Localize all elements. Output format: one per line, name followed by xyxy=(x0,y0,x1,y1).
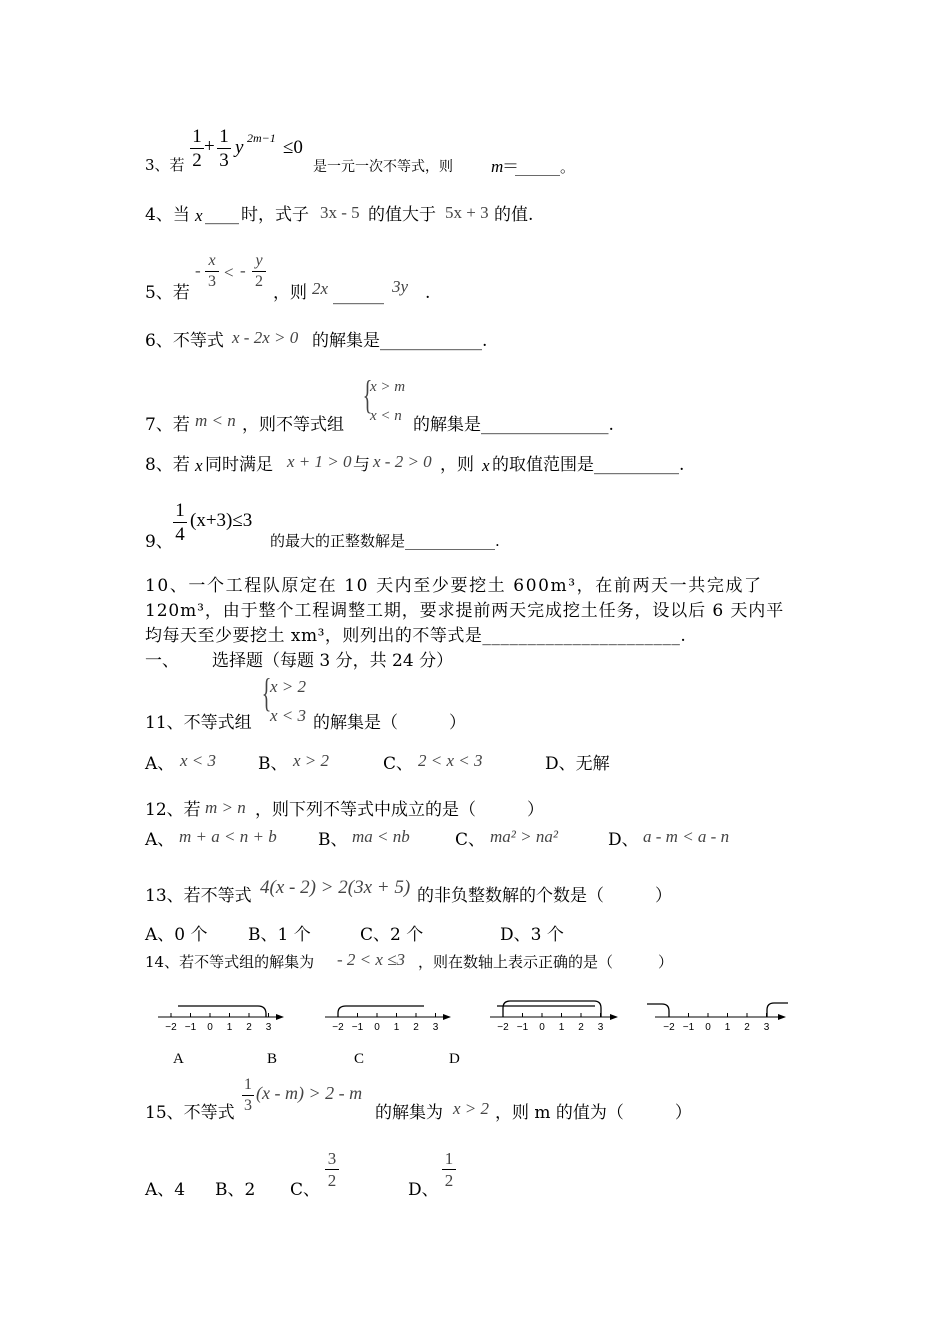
q4-blank: ____ xyxy=(205,205,239,225)
q5-frac-x: x 3 xyxy=(205,253,219,290)
q15-option-c-frac: 3 2 xyxy=(325,1150,339,1189)
tick-label: 2 xyxy=(413,1022,419,1033)
q3-frac2: 1 3 xyxy=(217,127,231,170)
q9-frac: 1 4 xyxy=(173,501,187,544)
option-label-a: A xyxy=(173,1051,184,1067)
tick-label: 0 xyxy=(539,1022,545,1033)
tick-label: 1 xyxy=(558,1022,565,1033)
tick-label: −1 xyxy=(516,1022,529,1033)
tick-label: 3 xyxy=(265,1022,272,1033)
tick-label: 2 xyxy=(744,1022,750,1033)
tick-label: 0 xyxy=(207,1022,213,1033)
number-line-c[interactable] xyxy=(490,1001,617,1033)
tick-label: 1 xyxy=(226,1022,233,1033)
tick-label: 3 xyxy=(432,1022,439,1033)
q15-frac: 1 3 xyxy=(244,1076,252,1114)
tick-label: 1 xyxy=(393,1022,400,1033)
tick-label: −2 xyxy=(663,1022,675,1033)
q5-blank: ______ xyxy=(333,285,384,305)
tick-label: −1 xyxy=(682,1022,695,1033)
q15-option-d-frac: 1 2 xyxy=(442,1150,456,1189)
tick-label: 2 xyxy=(578,1022,584,1033)
q3-frac1: 1 2 xyxy=(190,127,204,170)
option-label-d: D xyxy=(449,1051,460,1067)
number-line-b[interactable] xyxy=(325,1006,450,1033)
q3-blank: ______。 xyxy=(515,158,576,176)
q3-number: 3、若 xyxy=(145,156,185,174)
q7-brace: { xyxy=(362,372,373,417)
option-label-b: B xyxy=(267,1051,278,1067)
tick-label: 1 xyxy=(724,1022,731,1033)
tick-label: 2 xyxy=(246,1022,252,1033)
tick-label: 3 xyxy=(763,1022,770,1033)
tick-label: 0 xyxy=(705,1022,711,1033)
number-line-options xyxy=(0,995,950,1055)
tick-label: −2 xyxy=(332,1022,344,1033)
tick-label: 3 xyxy=(597,1022,604,1033)
q11-brace: { xyxy=(261,670,272,715)
number-line-d[interactable] xyxy=(647,1003,788,1033)
tick-label: −1 xyxy=(351,1022,364,1033)
q5-frac-y: y 2 xyxy=(252,253,266,290)
tick-label: −2 xyxy=(165,1022,177,1033)
option-label-c: C xyxy=(354,1051,365,1067)
tick-label: 0 xyxy=(374,1022,380,1033)
number-line-a[interactable] xyxy=(158,1006,283,1033)
tick-label: −2 xyxy=(497,1022,509,1033)
tick-label: −1 xyxy=(184,1022,197,1033)
